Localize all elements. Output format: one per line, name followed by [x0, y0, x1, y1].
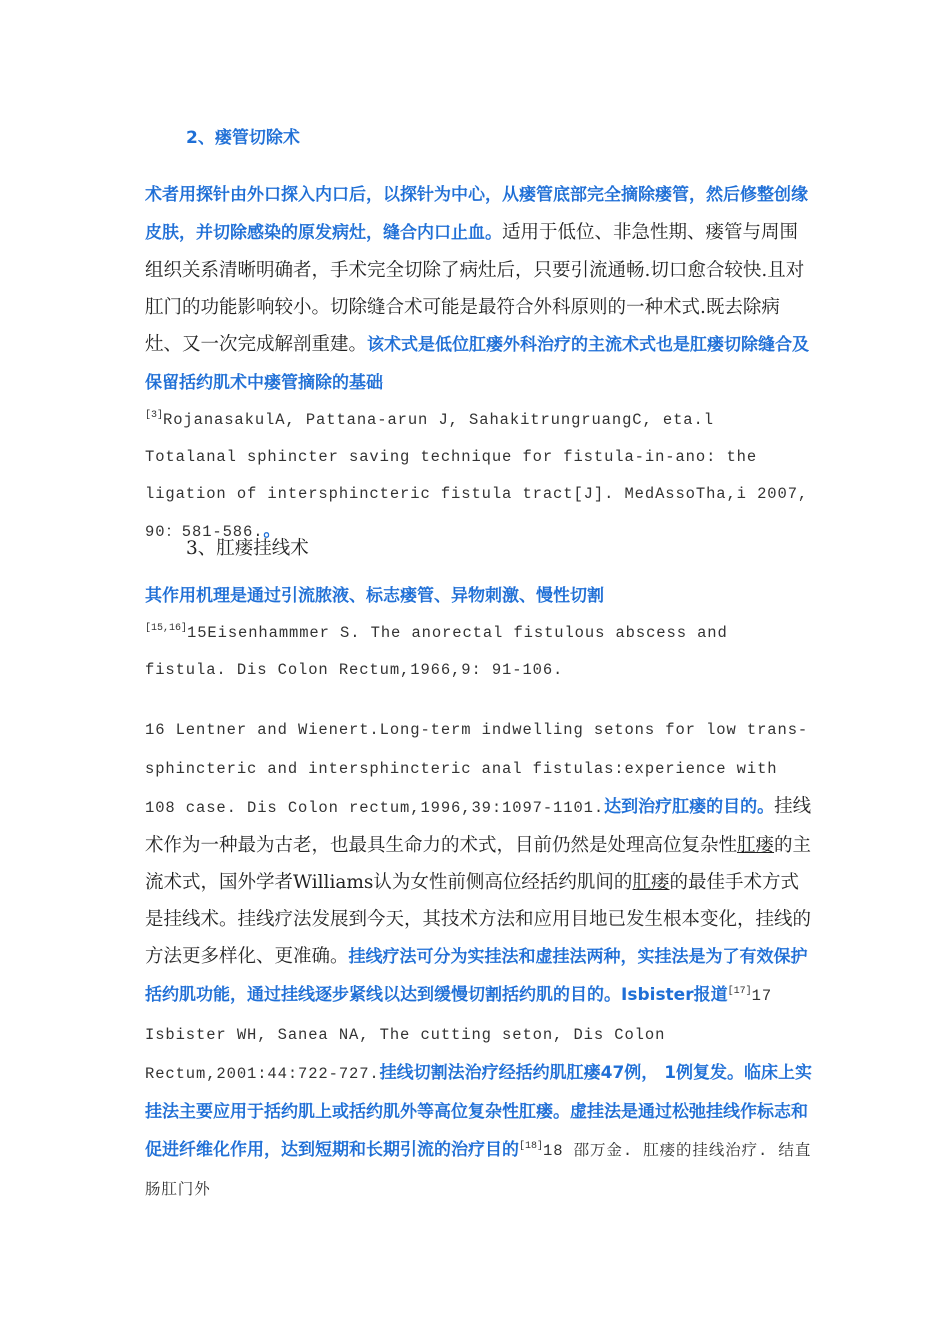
section-2-conclusion: 该术式是低位肛瘘外科治疗的主流术式也是肛瘘切除缝合及保留括约肌术中瘘管摘除的基础	[145, 335, 810, 393]
reference-16-text: 16 Lentner and Wienert.Long-term indwelling setons for low trans-sphincteric and intersphincteric anal fistulas:experience with 108 case. Dis Colon rectum,1996,39:1097-1101.	[145, 721, 809, 817]
section-3-seton-types: 挂线疗法可分为实挂法和虚挂法两种，实挂法是为了有效保护括约肌功能，通过挂线逐步紧线以达到缓慢切割括约肌的目的。Isbister报道	[145, 947, 808, 1005]
citation-marker-15-16: [15,16]	[145, 623, 188, 634]
section-2-paragraph	[145, 176, 815, 551]
citation-marker-18: [18]	[519, 1141, 544, 1152]
reference-3-end: 。	[263, 521, 282, 541]
reference-17-text: 17 Isbister WH, Sanea NA, The cutting seton, Dis Colon Rectum,2001:44:722-727.	[145, 987, 773, 1083]
section-2-reference	[145, 402, 815, 551]
reference-15-text: 15Eisenhammmer S. The anorectal fistulous abscess and fistula. Dis Colon Rectum,1966,9: 91-106.	[145, 624, 728, 679]
section-3-mechanism: 其作用机理是通过引流脓液、标志瘘管、异物刺激、慢性切割	[145, 586, 604, 606]
reference-18-text: 18 邵万金. 肛瘘的挂线治疗. 结直肠肛门外	[145, 1142, 812, 1199]
section-3-text-b: 的主流术式，国外学者Williams认为女性前侧高位经括约肌间的	[145, 835, 812, 893]
section-3-purpose: 达到治疗肛瘘的目的。	[604, 797, 775, 817]
section-3-text-a: 挂线术作为一种最为古老，也最具生命力的术式，目前仍然是处理高位复杂性	[145, 796, 812, 856]
section-3-paragraph	[145, 578, 815, 689]
anal-fistula-term-2: 肛瘘	[632, 872, 670, 893]
anal-fistula-term-1: 肛瘘	[737, 835, 775, 856]
section-3-reference-15	[145, 615, 815, 689]
citation-marker-3: [3]	[145, 410, 164, 421]
section-3-text-c: 的最佳手术方式是挂线术。挂线疗法发展到今天，其技术方法和应用目地已发生根本变化，挂线的方法更多样化、更准确。	[145, 872, 812, 967]
section-2-indication-text: 适用于低位、非急性期、瘘管与周围组织关系清晰明确者，手术完全切除了病灶后，只要引流通畅.切口愈合较快.且对肛门的功能影响较小。切除缝合术可能是最符合外科原则的一种术式.既去除病灶、又一次完成解剖重建。	[145, 222, 805, 355]
section-2-heading: 2、瘘管切除术	[186, 128, 300, 148]
section-3-heading: 3、肛瘘挂线术	[186, 538, 309, 559]
reference-3-text: RojanasakulA, Pattana-arun J, SahakitrungruangC, eta.l Totalanal sphincter saving technique for fistula-in-ano: the ligation of intersphincteric fistula tract[J]. MedAssoTha,i 2007, 90：581-586.	[145, 411, 809, 541]
section-2-method-description: 术者用探针由外口探入内口后，以探针为中心，从瘘管底部完全摘除瘘管，然后修整创缘皮肤，并切除感染的原发病灶，缝合内口止血。	[145, 185, 808, 243]
section-3-body	[145, 710, 815, 1209]
citation-marker-17: [17]	[727, 986, 752, 997]
section-3-seton-results: 挂线切割法治疗经括约肌肛瘘47例， 1例复发。临床上实挂法主要应用于括约肌上或括约肌外等高位复杂性肛瘘。虚挂法是通过松弛挂线作标志和促进纤维化作用，达到短期和长期引流的治疗目的	[145, 1063, 813, 1160]
